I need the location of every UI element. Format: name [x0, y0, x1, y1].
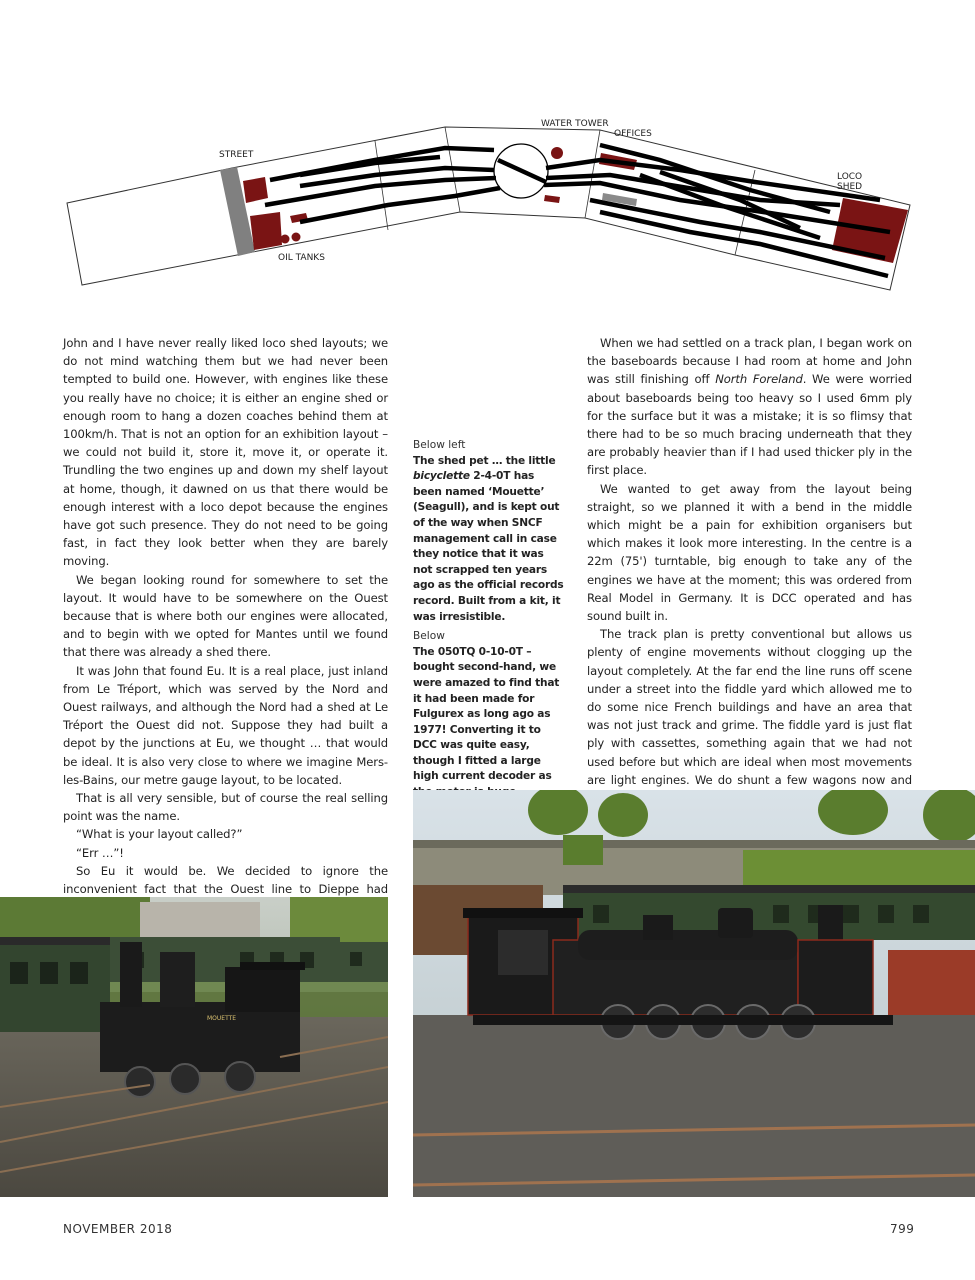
label-loco: LOCO — [837, 172, 863, 182]
label-offices: OFFICES — [614, 129, 652, 139]
track-plan-diagram — [0, 0, 975, 320]
footer-date: NOVEMBER 2018 — [63, 1222, 173, 1236]
article-column-3 — [587, 334, 912, 825]
paragraph: When we had settled on a track plan, I began work on the baseboards because I had room at home and John was still finishing off North Foreland. We were worried about baseboards being too heavy so I used 6mm ply for the surface but it was a mistake; it is so flimsy that there had to be so much bracing underneath that they are probably heavier than if I had used thicker ply in the first place. — [587, 336, 912, 478]
label-oil-tanks: OIL TANKS — [278, 253, 325, 263]
caption-label-below: Below — [413, 630, 445, 643]
photo-050tq-locomotive — [413, 790, 975, 1197]
photo-captions — [413, 436, 565, 801]
caption-below-left: The shed pet … the little bicyclette 2-4-0T has been named ‘Mouette’ (Seagull), and is kept out of the way when SNCF management call in case they notice that it was not scrapped ten years ago as the official records record. Built from a kit, it was irresistible. — [413, 454, 564, 623]
label-street: STREET — [219, 150, 254, 160]
caption-label-below-left: Below left — [413, 439, 466, 451]
paragraph: We wanted to get away from the layout being straight, so we planned it with a bend in the middle which might be a pain for exhibition organisers but which makes it look more interesting. In the centre is a 22m (75') turntable, big enough to take any of the engines we have at the moment; this was ordered from Real Model in Germany. It is DCC operated and has sound built in. — [587, 481, 912, 624]
label-shed: SHED — [837, 182, 863, 192]
paragraph: John and I have never really liked loco shed layouts; we do not mind watching them but we had never been tempted to build one. However, with engines like these you really have no choice; it is either an engine shed or enough room to hang a dozen coaches behind them at 100km/h. That is not an option for an exhibition layout – we could not build it, store it, move it, or operate it. Trundling the two engines up and down my shelf layout at home, though, it dawned on us that there would be enough interest with a loco depot because the engines have got such presence. They do not need to be going fast, in fact they look better when they are barely moving. — [63, 336, 388, 569]
paragraph: “Err …”! — [76, 845, 124, 860]
paragraph: So Eu it would be. We decided to ignore the inconvenient fact that the Ouest line to Dieppe had — [63, 863, 388, 897]
page-number: 799 — [890, 1222, 915, 1236]
caption-below: The 050TQ 0-10-0T – bought second-hand, we were amazed to find that it had been made for Fulgurex as long ago as 1977! Converting it to DCC was quite easy, though I fitted a large high current decoder as — [413, 645, 560, 783]
paragraph: That is all very sensible, but of course the real selling point was the name. — [63, 791, 388, 824]
label-water-tower: WATER TOWER — [541, 119, 609, 129]
nameplate-text: MOUETTE — [207, 1015, 237, 1022]
article-column-1 — [63, 334, 388, 917]
paragraph: It was John that found Eu. It is a real place, just inland from Le Tréport, which was served by the Nord and Ouest railways, and although the Nord had a shed at Le Tréport the Ouest did not. Suppose they had built a depot by the junctions at Eu, we thought … that would be ideal. It is also very close to where we imagine Mers-les-Bains, our metre gauge layout, to be located. — [63, 663, 388, 787]
paragraph: We began looking round for somewhere to set the layout. It would have to be somewhere on the Ouest because that is where both our engines were allocated, and to begin with we opted for Mantes until we found that there was already a shed there. — [63, 572, 388, 660]
paragraph: “What is your layout called?” — [76, 827, 243, 842]
photo-mouette-locomotive — [0, 897, 388, 1197]
paragraph: The track plan is pretty conventional but allows us plenty of engine movements without clogging up the layout completely. At the far end the line runs off scene under a street into the fiddle yard which allowed me to do some nice French buildings and have an area that was not just track and grime. The fiddle yard is just flat ply with cassettes, something again that we had not used before but which are ideal when most movements are light engines. We do shunt a few wagons now and — [587, 627, 912, 787]
